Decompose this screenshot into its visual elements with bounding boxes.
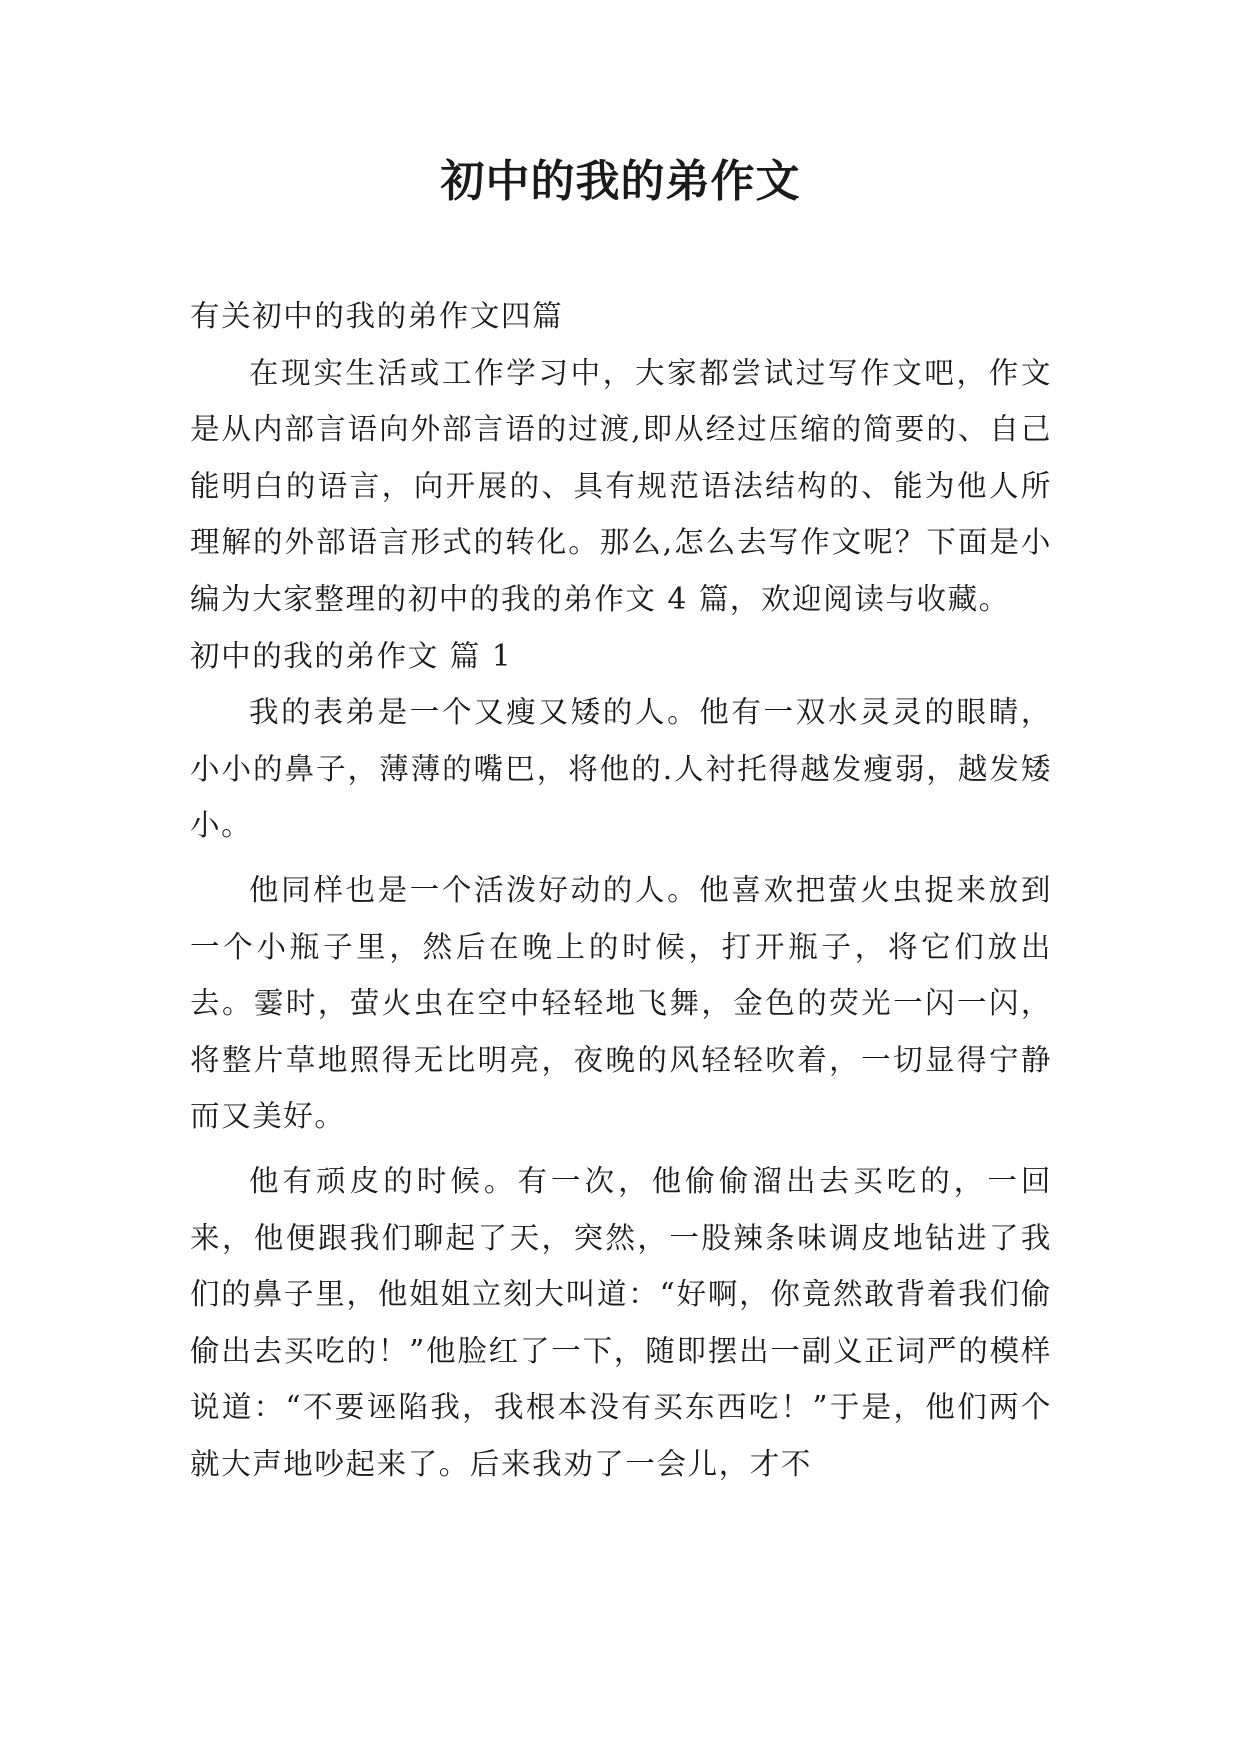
document-title: 初中的我的弟作文 (440, 156, 801, 207)
intro-paragraph: 在现实生活或工作学习中，大家都尝试过写作文吧，作文是从内部言语向外部言语的过渡,即从经过压缩的简要的、自己能明白的语言，向开展的、具有规范语法结构的、能为他人所理解的外部语言形式的转化。那么,怎么去写作文呢？下面是小编为大家整理的初中的我的弟作文 4 篇，欢迎阅读与收藏。 (190, 355, 1052, 616)
body-paragraph-2: 他同样也是一个活泼好动的人。他喜欢把萤火虫捉来放到一个小瓶子里，然后在晚上的时候，打开瓶子，将它们放出去。霎时，萤火虫在空中轻轻地飞舞，金色的荧光一闪一闪，将整片草地照得无比明亮，夜晚的风轻轻吹着，一切显得宁静而又美好。 (190, 872, 1052, 1134)
body-paragraph-1: 我的表弟是一个又瘦又矮的人。他有一双水灵灵的眼睛，小小的鼻子，薄薄的嘴巴，将他的.人衬托得越发瘦弱，越发矮小。 (190, 695, 1052, 843)
section-heading: 初中的我的弟作文 篇 1 (190, 638, 513, 673)
body-paragraph-3: 他有顽皮的时候。有一次，他偷偷溜出去买吃的，一回来，他便跟我们聊起了天，突然，一股辣条味调皮地钻进了我们的鼻子里，他姐姐立刻大叫道：“好啊，你竟然敢背着我们偷偷出去买吃的！”他脸红了一下，随即摆出一副义正词严的模样说道：“不要诬陷我，我根本没有买东西吃！”于是，他们两个就大声地吵起来了。后来我劝了一会儿，才不 (190, 1163, 1052, 1481)
document-body (190, 288, 1052, 1492)
subtitle-line: 有关初中的我的弟作文四篇 (190, 299, 564, 333)
